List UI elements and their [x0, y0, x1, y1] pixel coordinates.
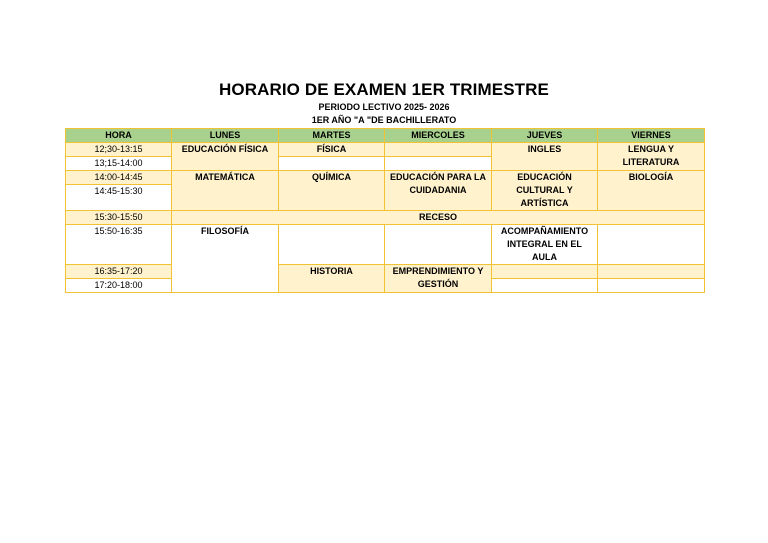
- table-row: [66, 211, 705, 225]
- time-cell: 14:45-15:30: [66, 185, 172, 211]
- martes-slot-1: FÍSICA: [279, 143, 385, 157]
- miercoles-slot-4: EMPRENDIMIENTO Y GESTIÓN: [385, 265, 492, 293]
- martes-slot-2: QUÍMICA: [279, 171, 385, 211]
- jueves-slot-3: ACOMPAÑAMIENTO INTEGRAL EN EL AULA: [492, 225, 598, 265]
- jueves-slot-2: EDUCACIÓN CULTURAL Y ARTÍSTICA: [492, 171, 598, 211]
- lunes-slot-1: EDUCACIÓN FÍSICA: [172, 143, 279, 171]
- viernes-slot-5: [598, 279, 705, 293]
- time-cell: 13;15-14:00: [66, 157, 172, 171]
- page-title: HORARIO DE EXAMEN 1ER TRIMESTRE: [219, 80, 549, 99]
- lunes-slot-3: FILOSOFÍA: [172, 225, 279, 293]
- table-row: [66, 265, 705, 279]
- time-cell: 15:30-15:50: [66, 211, 172, 225]
- jueves-slot-4: [492, 265, 598, 279]
- header-jueves: JUEVES: [492, 129, 598, 143]
- lunes-slot-2: MATEMÁTICA: [172, 171, 279, 211]
- header-lunes: LUNES: [172, 129, 279, 143]
- receso-cell: RECESO: [172, 211, 705, 225]
- miercoles-slot-1: [385, 143, 492, 157]
- header-martes: MARTES: [279, 129, 385, 143]
- time-cell: 12;30-13:15: [66, 143, 172, 157]
- viernes-slot-2: BIOLOGÍA: [598, 171, 705, 211]
- miercoles-slot-1b: [385, 157, 492, 171]
- exam-schedule-table: [65, 128, 705, 293]
- table-row: [66, 171, 705, 185]
- miercoles-slot-2: EDUCACIÓN PARA LA CUIDADANIA: [385, 171, 492, 211]
- viernes-slot-1: LENGUA Y LITERATURA: [598, 143, 705, 171]
- jueves-slot-1: INGLES: [492, 143, 598, 171]
- header-hora: HORA: [66, 129, 172, 143]
- header-viernes: VIERNES: [598, 129, 705, 143]
- time-cell: 16:35-17:20: [66, 265, 172, 279]
- martes-slot-4: HISTORIA: [279, 265, 385, 293]
- header-miercoles: MIERCOLES: [385, 129, 492, 143]
- course-subtitle: 1ER AÑO "A "DE BACHILLERATO: [311, 115, 457, 125]
- time-cell: 17:20-18:00: [66, 279, 172, 293]
- table-row: [66, 225, 705, 265]
- jueves-slot-5: [492, 279, 598, 293]
- time-cell: 15:50-16:35: [66, 225, 172, 265]
- table-header-row: [66, 129, 705, 143]
- martes-slot-1b: [279, 157, 385, 171]
- viernes-slot-4: [598, 265, 705, 279]
- viernes-slot-3: [598, 225, 705, 265]
- table-row: [66, 143, 705, 157]
- time-cell: 14:00-14:45: [66, 171, 172, 185]
- period-subtitle: PERIODO LECTIVO 2025- 2026: [318, 102, 450, 112]
- miercoles-slot-3: [385, 225, 492, 265]
- martes-slot-3: [279, 225, 385, 265]
